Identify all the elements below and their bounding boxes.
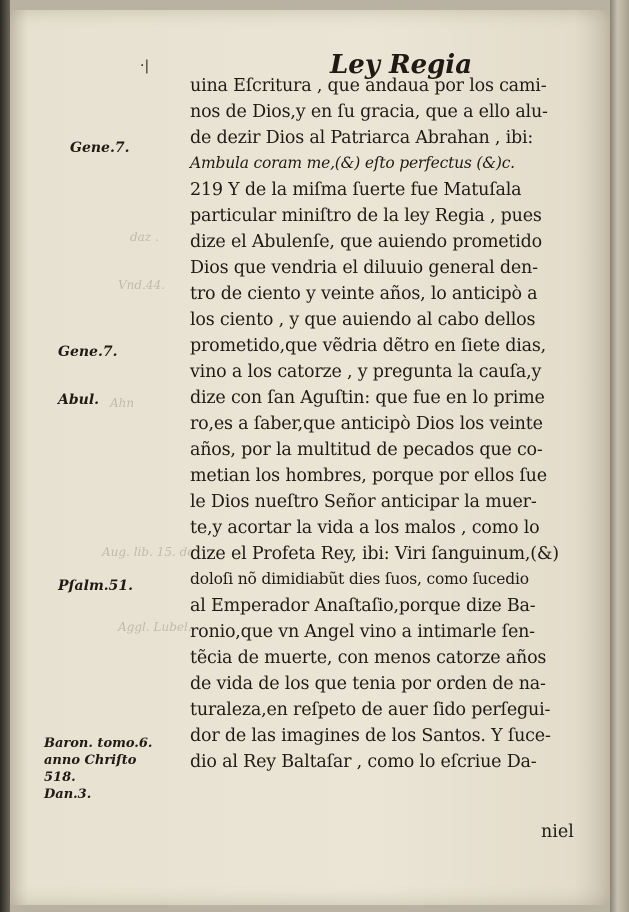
margin-note: Baron. tomo.6. <box>44 736 153 751</box>
text-line: metian los hombres, porque por ellos ſue <box>190 466 547 486</box>
text-line: nos de Dios,y en ſu gracia, que a ello alu- <box>190 102 548 122</box>
margin-note: Gene.7. <box>58 344 118 360</box>
running-header: Ley Regia <box>330 50 473 80</box>
text-line: dize con ſan Aguſtin: que fue en lo prime <box>190 388 545 408</box>
text-line: le Dios nueſtro Señor anticipar la muer- <box>190 492 537 512</box>
text-line: dize el Profeta Rey, ibi: Viri ſanguinum,(&) <box>190 544 559 564</box>
show-through-text: Vnd.44. <box>118 278 165 292</box>
text-line: dio al Rey Baltaſar , como lo eſcriue Da- <box>190 752 537 772</box>
text-line: dor de las imagines de los Santos. Y ſuce- <box>190 726 551 746</box>
page-edge <box>610 0 629 912</box>
margin-note: Abul. <box>58 392 100 408</box>
text-line: vino a los catorze , y pregunta la cauſa,y <box>190 362 542 382</box>
text-line: te,y acortar la vida a los malos , como lo <box>190 518 540 538</box>
text-line: particular miniſtro de la ley Regia , pues <box>190 206 542 226</box>
text-line: tro de ciento y veinte años, lo anticipò a <box>190 284 538 304</box>
show-through-text: daz . <box>130 230 159 244</box>
text-line: prometido,que vẽdria dẽtro en ſiete dias, <box>190 336 546 356</box>
text-line: doloſi nõ dimidiabũt dies ſuos, como ſucedio <box>190 570 529 588</box>
text-line: años, por la multitud de pecados que co- <box>190 440 543 460</box>
show-through-text: Aggl. Lubel. <box>118 620 192 634</box>
margin-note: anno Chriſto <box>44 753 137 768</box>
text-line: 219 Y de la miſma ſuerte fue Matuſala <box>190 180 522 200</box>
text-line: los ciento , y que auiendo al cabo dellos <box>190 310 536 330</box>
text-line: tẽcia de muerte, con menos catorze años <box>190 648 547 668</box>
text-line: uina Eſcritura , que andaua por los cami- <box>190 76 547 96</box>
text-line: de vida de los que tenia por orden de na- <box>190 674 546 694</box>
text-line: dize el Abulenſe, que auiendo prometido <box>190 232 542 252</box>
text-line: al Emperador Anaſtaſio,porque dize Ba- <box>190 596 536 616</box>
text-line: Ambula coram me,(&) eſto perfectus (&)c. <box>190 154 515 172</box>
margin-note: Gene.7. <box>70 140 130 156</box>
show-through-text: Aug. lib. 15. de <box>102 545 195 559</box>
text-line: Dios que vendria el diluuio general den- <box>190 258 538 278</box>
text-line: ro,es a ſaber,que anticipò Dios los veinte <box>190 414 543 434</box>
text-line: turaleza,en reſpeto de auer ſido perſegui- <box>190 700 551 720</box>
header-mark: ·| <box>140 58 150 74</box>
margin-note: Dan.3. <box>44 787 92 802</box>
margin-note: 518. <box>44 770 76 785</box>
text-line: de dezir Dios al Patriarca Abrahan , ibi: <box>190 128 534 148</box>
text-line: ronio,que vn Angel vino a intimarle ſen- <box>190 622 535 642</box>
main-text <box>190 0 600 912</box>
margin-note: Pſalm.51. <box>58 578 133 594</box>
show-through-text: Ahn <box>110 396 135 410</box>
catchword: niel <box>541 822 574 842</box>
binding-shadow <box>0 0 10 912</box>
